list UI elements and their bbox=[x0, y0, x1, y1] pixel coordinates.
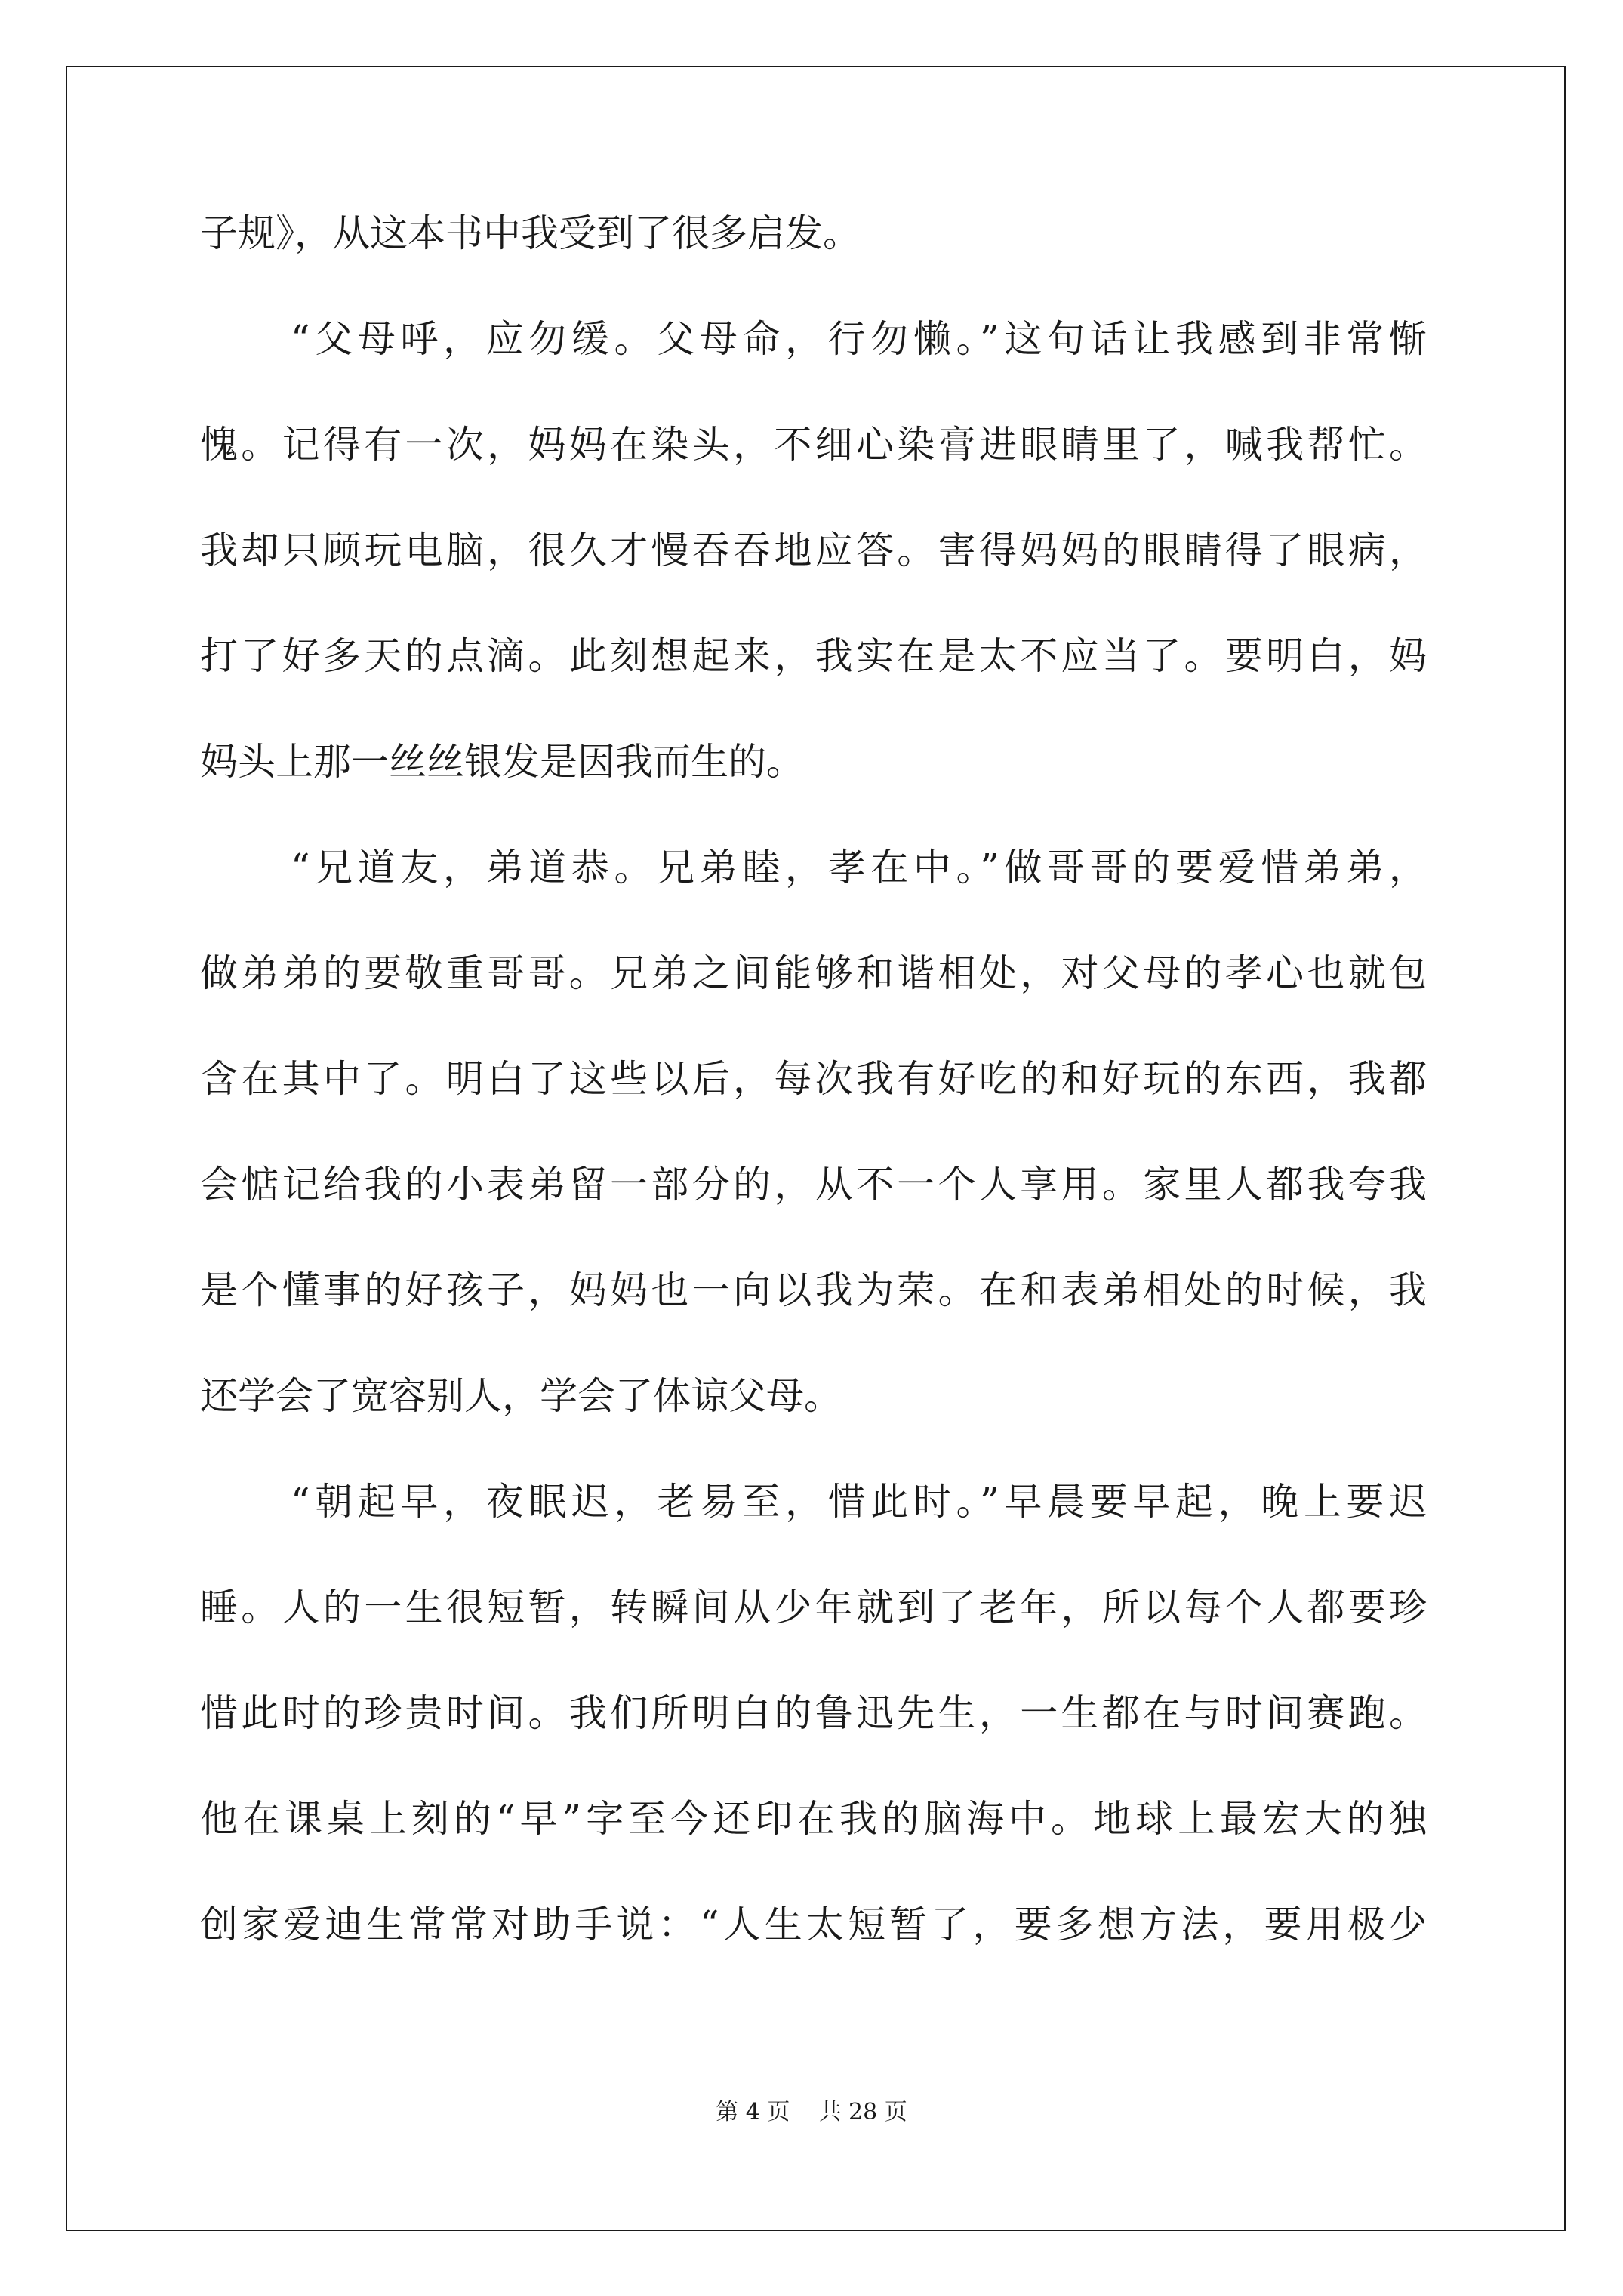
text-line: 打了好多天的点滴。此刻想起来，我实在是太不应当了。要明白，妈 bbox=[200, 634, 1427, 678]
text-line: “朝起早，夜眠迟，老易至，惜此时。”早晨要早起，晚上要迟 bbox=[291, 1480, 1427, 1524]
text-line: 还学会了宽容别人，学会了体谅父母。 bbox=[200, 1374, 842, 1418]
text-line: 睡。人的一生很短暂，转瞬间从少年就到了老年，所以每个人都要珍 bbox=[200, 1586, 1427, 1629]
text-line: 创家爱迪生常常对助手说：“人生太短暂了，要多想方法，要用极少 bbox=[200, 1903, 1427, 1946]
text-line: 会惦记给我的小表弟留一部分的，从不一个人享用。家里人都我夸我 bbox=[200, 1163, 1427, 1207]
text-line: 他在课桌上刻的“早”字至今还印在我的脑海中。地球上最宏大的独 bbox=[200, 1797, 1427, 1841]
text-line: 是个懂事的好孩子，妈妈也一向以我为荣。在和表弟相处的时候，我 bbox=[200, 1268, 1427, 1312]
text-line: 含在其中了。明白了这些以后，每次我有好吃的和好玩的东西，我都 bbox=[200, 1057, 1427, 1101]
text-line: 子规》，从这本书中我受到了很多启发。 bbox=[200, 211, 861, 255]
text-line: 妈头上那一丝丝银发是因我而生的。 bbox=[200, 740, 804, 784]
text-line: 我却只顾玩电脑，很久才慢吞吞地应答。害得妈妈的眼睛得了眼病， bbox=[200, 529, 1427, 572]
text-line: 惜此时的珍贵时间。我们所明白的鲁迅先生，一生都在与时间赛跑。 bbox=[200, 1691, 1427, 1735]
text-line: 愧。记得有一次，妈妈在染头，不细心染膏进眼睛里了，喊我帮忙。 bbox=[200, 423, 1427, 467]
text-line: 做弟弟的要敬重哥哥。兄弟之间能够和谐相处，对父母的孝心也就包 bbox=[200, 951, 1427, 995]
page-number-footer: 第 4 页 共 28 页 bbox=[716, 2099, 907, 2125]
text-line: “兄道友，弟道恭。兄弟睦，孝在中。”做哥哥的要爱惜弟弟， bbox=[291, 846, 1427, 889]
text-line: “父母呼，应勿缓。父母命，行勿懒。”这句话让我感到非常惭 bbox=[291, 317, 1427, 361]
